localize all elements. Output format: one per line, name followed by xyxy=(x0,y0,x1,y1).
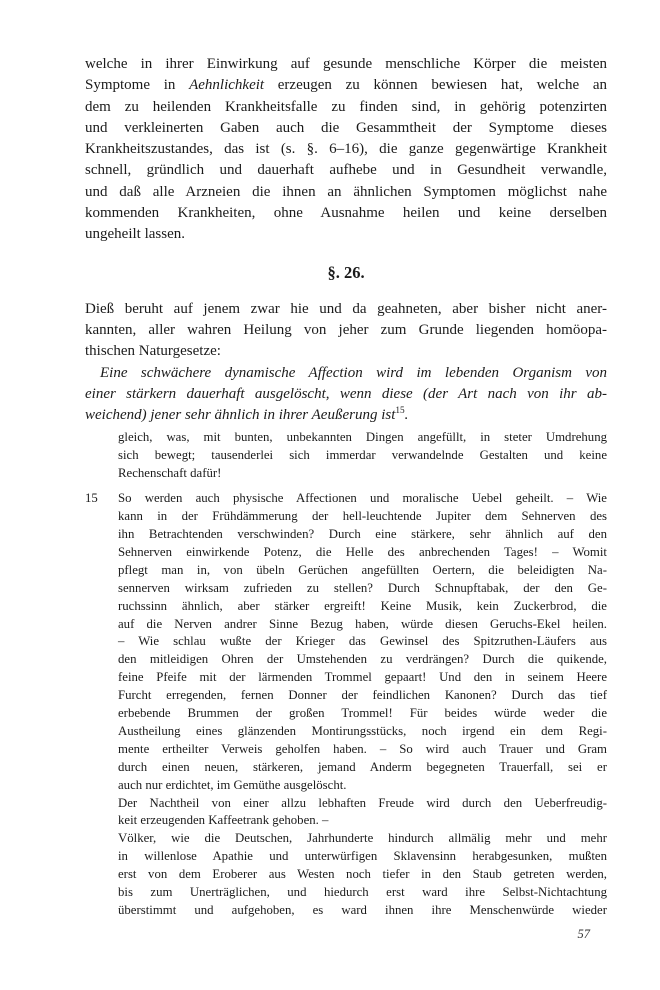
text-line: kannten, aller wahren Heilung von jeher zum Grunde liegenden homöopa- xyxy=(85,321,607,338)
text-line: sennerven wirksam zufrieden zu stellen? Durch Schnupftabak, der den Ge- xyxy=(118,580,607,595)
text-line: So werden auch physische Affectionen und moralische Uebel geheilt. – Wie xyxy=(118,491,607,506)
footnote-15-paragraph-2 xyxy=(118,795,607,831)
text-line: auf die Nerven andrer Sinne Bezug haben, würde diesen Geruchs-Ekel heilen. xyxy=(118,616,607,631)
text-line: Symptome in Aehnlichkeit erzeugen zu können bewiesen hat, welche an xyxy=(85,77,607,94)
paragraph-25-continuation xyxy=(85,54,607,246)
text-line: Der Nachtheil von einer allzu lebhaften Freude wird durch den Ueberfreudig- xyxy=(118,795,607,810)
text-line: und daß alle Arzneien die ihnen an ähnlichen Symptomen möglichst nahe xyxy=(85,183,607,200)
text-line: pflegt man in, von übeln Gerüchen angefüllten Oertern, die beleidigten Na- xyxy=(118,562,607,577)
text-line: Völker, wie die Deutschen, Jahrhunderte hindurch allmälig mehr und mehr xyxy=(118,831,607,846)
text-line: auch nur erdichtet, im Gemüthe ausgelöscht. xyxy=(118,777,347,792)
text-line: welche in ihrer Einwirkung auf gesunde menschliche Körper die meisten xyxy=(85,56,607,72)
text-line: Furcht erregenden, fernen Donner der feindlichen Kanonen? Durch das tief xyxy=(118,688,607,703)
text-line: – Wie schlau wußte der Krieger das Gewinsel des Spitzruthen-Läufers aus xyxy=(118,634,607,649)
page-number: 57 xyxy=(577,926,590,941)
text-line: durch einen neuen, stärkeren, jemand Anderm begegneten Trauerfall, sei er xyxy=(118,759,607,774)
text-line: einer stärkern dauerhaft ausgelöscht, wenn diese (der Art nach von ihr ab- xyxy=(85,385,607,402)
text-line: ruchssinn ähnlich, aber stärker ergreift! Keine Musik, kein Zuckerbrod, die xyxy=(118,598,607,613)
text-line: Austheilung eines glänzenden Montirungsstücks, noch irgend ein dem Regi- xyxy=(118,723,607,738)
section-heading: §. 26. xyxy=(327,262,365,282)
text-line: in willenlose Apathie und unterwürfigen Sklavensinn herabgesunken, mußten xyxy=(118,849,607,864)
text-line: Dieß beruht auf jenem zwar hie und da geahneten, aber bisher nicht aner- xyxy=(85,300,607,317)
text-line: thischen Naturgesetze: xyxy=(85,343,221,360)
text-line: bis zum Unerträglichen, und hiedurch erst ward ihre Selbst-Nichtachtung xyxy=(118,885,607,900)
text-line: weichend) jener sehr ähnlich in ihrer Aeußerung ist$^{15}$. xyxy=(85,406,409,424)
text-line: sich bewegt; tausenderlei sich immerdar verwandelnde Gestalten und keine xyxy=(118,448,607,463)
text-line: dem zu heilenden Krankheitsfalle zu finden sind, in gehörig potenzirten xyxy=(85,98,607,115)
text-line: den mitleidigen Ohren der Umstehenden zu verdrängen? Durch die quikende, xyxy=(118,652,607,667)
text-line: Eine schwächere dynamische Affection wird im lebenden Organism von xyxy=(100,364,607,381)
text-line: Sehnerven einwirkende Potenz, die Helle des anbrechenden Tages! – Womit xyxy=(118,544,607,559)
text-line: kommenden Krankheiten, ohne Ausnahme heilen und keine derselben xyxy=(85,205,607,222)
text-line: ihn Betrachtenden verschwinden? Durch eine stärkere, sehr ähnlich auf den xyxy=(118,526,607,541)
paragraph-26-intro xyxy=(85,299,607,363)
footnote-15-paragraph-1 xyxy=(118,490,607,794)
text-line: gleich, was, mit bunten, unbekannten Dingen angefüllt, in steter Umdrehung xyxy=(118,430,607,445)
footnote-14-continuation xyxy=(118,429,607,483)
footnote-15-text xyxy=(118,490,607,920)
text-line: Rechenschaft dafür! xyxy=(118,466,222,481)
text-line: schnell, gründlich und dauerhaft aufhebe und in Gesundheit verwandle, xyxy=(85,162,607,179)
footnote-reference: 15 xyxy=(395,406,405,417)
footnote-area xyxy=(85,429,607,919)
paragraph-nature-law-italic xyxy=(85,363,607,427)
text-line: mente ertheilter Verweis geholfen haben. – So wird auch Trauer und Gram xyxy=(118,741,607,756)
text-line: ungeheilt lassen. xyxy=(85,226,185,243)
text-line: und verkleinerten Gaben auch die Gesammtheit der Symptome dieses xyxy=(85,119,607,136)
text-line: feine Pfeife mit der lärmenden Trommel gepaart! Und den in seinem Heere xyxy=(118,670,607,685)
text-line: überstimmt und aufgehoben, es ward ihnen ihre Menschenwürde wieder xyxy=(118,903,607,918)
footnote-15-paragraph-3 xyxy=(118,830,607,920)
text-line: Krankheitszustandes, das ist (s. §. 6–16), die ganze gegenwärtige Krankheit xyxy=(85,141,607,158)
text-line: kann in der Frühdämmerung der hell-leuchtende Jupiter dem Sehnerven des xyxy=(118,509,607,524)
text-line: erbebende Brummen der großen Trommel! Für beides würde weder die xyxy=(118,706,607,721)
footnote-15 xyxy=(85,490,607,920)
footnote-15-marker: 15 xyxy=(85,491,98,506)
text-line: erst von dem Eroberer aus Westen noch tiefer in den Staub getreten werden, xyxy=(118,867,607,882)
text-line: keit erzeugenden Kaffeetrank gehoben. – xyxy=(118,813,329,828)
